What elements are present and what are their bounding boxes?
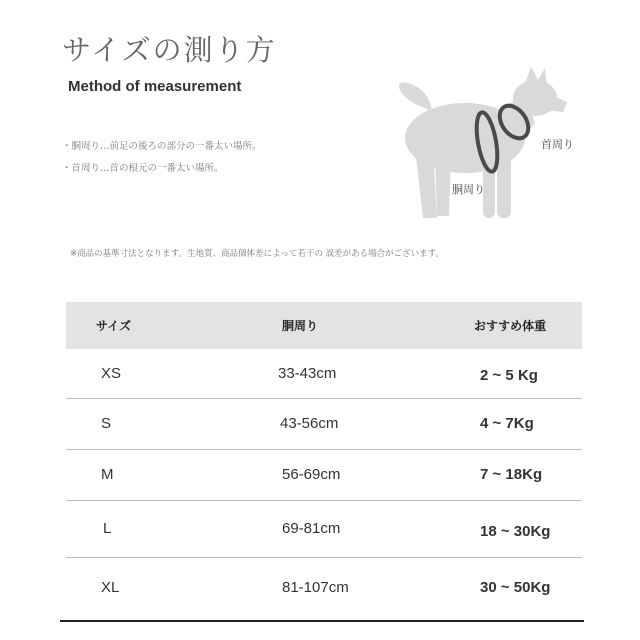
size-cell: L	[103, 520, 112, 537]
girth-cell: 69-81cm	[282, 520, 341, 537]
girth-label: 胴周り	[452, 183, 485, 196]
table-row	[66, 449, 582, 500]
weight-cell: 30 ~ 50Kg	[480, 578, 551, 596]
disclaimer: ※商品の基準寸法となります。生地質、商品個体差によって若干の 誤差がある場合がございます。	[70, 249, 444, 259]
note-girth: ・胴周り…前足の後ろの部分の一番太い場所。	[62, 141, 262, 152]
neck-label: 首周り	[541, 138, 574, 151]
table-row	[66, 349, 582, 398]
size-cell: XL	[101, 578, 120, 596]
girth-cell: 81-107cm	[282, 578, 349, 596]
weight-cell: 2 ~ 5 Kg	[480, 366, 538, 384]
weight-cell: 7 ~ 18Kg	[480, 466, 543, 483]
page-title: サイズの測り方	[62, 33, 277, 67]
size-cell: XS	[101, 364, 122, 382]
header-size: サイズ	[96, 319, 132, 333]
girth-cell: 33-43cm	[278, 364, 337, 382]
page-subtitle: Method of measurement	[68, 78, 242, 95]
note-neck: ・首周り…首の根元の一番太い場所。	[62, 163, 224, 174]
girth-cell: 56-69cm	[282, 466, 341, 483]
size-table	[66, 302, 582, 617]
table-row	[66, 500, 582, 557]
bottom-divider	[60, 620, 584, 622]
girth-cell: 43-56cm	[280, 415, 339, 432]
header-weight: おすすめ体重	[474, 319, 547, 333]
dog-measurement-diagram	[385, 68, 625, 228]
header-girth: 胴周り	[282, 319, 319, 333]
size-cell: S	[101, 415, 112, 432]
weight-cell: 4 ~ 7Kg	[480, 415, 534, 432]
table-row	[66, 557, 582, 617]
table-row	[66, 398, 582, 449]
table-header-row	[66, 302, 582, 349]
size-cell: M	[101, 466, 114, 483]
weight-cell: 18 ~ 30Kg	[480, 523, 551, 540]
